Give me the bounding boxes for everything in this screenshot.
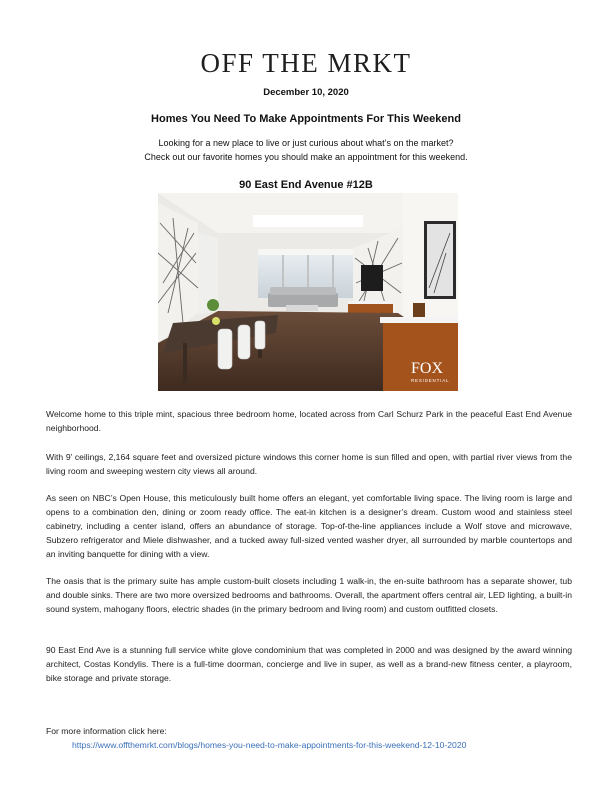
article-link[interactable]: https://www.offthemrkt.com/blogs/homes-you-need-to-make-appointments-for-this-weekend-12-10-2020 [72, 740, 467, 750]
watermark-logo: FOX [411, 360, 444, 377]
article-paragraph-1: Welcome home to this triple mint, spacious three bedroom home, located across from Carl Schurz Park in the peaceful East End Avenue neighborhood. [46, 409, 572, 433]
article-paragraph-5: 90 East End Ave is a stunning full service white glove condominium that was completed in 2000 and was designed by the award winning architect, Costas Kondylis. There is a full-time doorman, concierge and live in super, as well as a brand-new fitness center, a playroom, bike storage and private storage. [46, 645, 572, 683]
listing-title: 90 East End Avenue #12B [239, 179, 373, 191]
article-paragraph-4: The oasis that is the primary suite has ample custom-built closets including 1 walk-in, the en-suite bathroom has a separate shower, tub and double sinks. There are two more oversized bedrooms and bathrooms. Overall, the apartment offers central air, LED lighting, a built-in sound system, mahogany floors, electric shades (in the primary bedroom and living room) and custom outfitted closets. [46, 576, 572, 614]
intro-line-1: Looking for a new place to live or just curious about what’s on the market? [158, 138, 454, 148]
publish-date: December 10, 2020 [263, 87, 349, 98]
svg-text:RESIDENTIAL: RESIDENTIAL [411, 378, 450, 383]
article-headline: Homes You Need To Make Appointments For This Weekend [151, 113, 461, 125]
listing-photo [158, 193, 458, 391]
article-paragraph-3: As seen on NBC’s Open House, this meticulously built home offers an elegant, yet comfortable living space. The living room is large and opens to a combination den, dining or zoom ready office. The eat-in kitchen is a designer’s dream. Custom wood and stainless steel cabinetry, including a center island, offers an abundance of storage. Top-of-the-line appliances include a Wolf stove and microwave, Subzero refrigerator and Miele dishwasher, and a tucked away full-sized vented washer dryer, all surrounded by marble countertops and an inviting banquette for dining with a view. [46, 493, 572, 559]
article-intro [0, 136, 612, 164]
masthead-logo: OFF THE MRKT [200, 48, 412, 78]
intro-line-2: Check out our favorite homes you should make an appointment for this weekend. [144, 152, 468, 162]
more-info-label: For more information click here: [46, 726, 167, 736]
article-paragraph-2: With 9’ ceilings, 2,164 square feet and oversized picture windows this corner home is sun filled and open, with partial river views from the living room and sweeping western city views all around. [46, 452, 572, 476]
